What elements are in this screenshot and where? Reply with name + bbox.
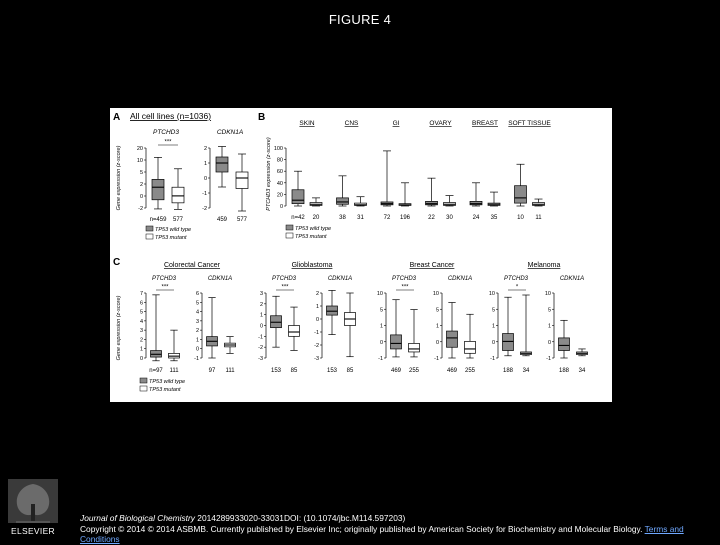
- panel-c-3-significance-label: *: [515, 284, 519, 291]
- panel-b-tick-label: 60: [276, 169, 283, 176]
- panel-a-legend-mutant-label: TP53 mutant: [155, 235, 187, 241]
- panel-c-cancer-title: Melanoma: [527, 262, 561, 269]
- panel-b-tissue-label: GI: [392, 120, 400, 127]
- panel-c-gene-label: CDKN1A: [447, 276, 473, 282]
- panel-c-0-1-tick-label: -1: [194, 356, 199, 362]
- panel-c-1-significance-label: ***: [281, 284, 289, 291]
- panel-c-n-label: 85: [346, 368, 354, 374]
- panel-c-2-1-box-1-box: [465, 341, 476, 353]
- panel-c-0-0-tick-label: 4: [139, 318, 143, 325]
- panel-c-n-label: 153: [326, 368, 338, 374]
- panel-c-n-label: n=97: [149, 368, 163, 374]
- panel-c-n-label: 85: [290, 368, 298, 374]
- panel-c-0-0-tick-label: 6: [139, 300, 143, 307]
- panel-c-2-1-tick-label: 1: [435, 323, 439, 330]
- panel-b-legend-wild-label: TP53 wild type: [295, 226, 332, 232]
- panel-a-cdkn1a-box-1-box: [236, 172, 248, 189]
- panel-c-n-label: 188: [502, 368, 514, 374]
- panel-c-1-1-tick-label: -3: [314, 356, 319, 362]
- panel-b-n-label: 20: [312, 215, 320, 221]
- panel-c-n-label: 188: [558, 368, 570, 374]
- panel-a-significance-label: ***: [164, 139, 172, 146]
- panel-a-cdkn1a-tick-label: -2: [202, 206, 207, 212]
- panel-a-cdkn1a-tick-label: -1: [202, 191, 207, 197]
- panel-c-0-1-tick-label: 4: [195, 309, 199, 316]
- panel-c-1-0-tick-label: -2: [258, 345, 263, 352]
- panel-c-2-0-box-1-box: [409, 343, 420, 352]
- panel-b-n-label: 22: [428, 215, 435, 221]
- panel-c-2-1-box-0-box: [447, 331, 458, 347]
- panel-b-cns-box-0-box: [337, 198, 349, 204]
- panel-a-ptchd3-tick-label: -2: [138, 206, 143, 212]
- panel-c-3-1-tick-label: -1: [546, 356, 551, 362]
- panel-a-ptchd3-box-1-box: [172, 187, 184, 203]
- panel-c-0-1-tick-label: 3: [195, 318, 199, 325]
- panel-c-cancer-title: Colorectal Cancer: [163, 262, 221, 269]
- panel-c-gene-label: CDKN1A: [207, 276, 233, 282]
- panel-b-tissue-label: OVARY: [429, 120, 452, 127]
- panel-c-gene-label: CDKN1A: [327, 276, 353, 282]
- panel-c-3-1-box-0-box: [559, 338, 570, 351]
- panel-c-3-0-tick-label: -1: [490, 356, 495, 362]
- panel-a-cdkn1a-tick-label: 0: [203, 176, 207, 182]
- copyright-text: Copyright © 2014 © 2014 ASBMB. Currently published by Elsevier Inc; originally published by American Society for Biochemistry and Molecular Biology.: [80, 523, 643, 534]
- panel-c-n-label: 111: [225, 368, 235, 374]
- panel-c-0-0-tick-label: 2: [139, 337, 143, 344]
- panel-c-legend-mutant-label: TP53 mutant: [149, 387, 181, 393]
- panel-c-1-1-tick-label: 0: [315, 317, 319, 323]
- figure-4-svg: [110, 108, 612, 402]
- panel-b-ylabel: PTCHD3 expression (z-score): [266, 137, 272, 211]
- panel-c-n-label: 255: [408, 368, 420, 374]
- panel-c-1-1-tick-label: 2: [315, 291, 319, 297]
- panel-c-n-label: 34: [522, 368, 530, 374]
- panel-c-0-0-tick-label: 5: [139, 309, 143, 316]
- panel-c-1-0-box-1-box: [289, 326, 300, 337]
- panel-c-gene-label: PTCHD3: [271, 276, 297, 282]
- panel-c-1-0-tick-label: -1: [258, 334, 263, 341]
- panel-c-letter: C: [113, 257, 121, 268]
- panel-b-tick-label: 20: [276, 192, 283, 199]
- panel-b-n-label: 30: [446, 215, 453, 221]
- panel-c-0-significance-label: ***: [161, 284, 169, 291]
- panel-b-tick-label: 40: [276, 180, 283, 187]
- page-title: FIGURE 4: [328, 12, 392, 27]
- panel-c-n-label: 97: [208, 368, 216, 374]
- panel-c-gene-label: PTCHD3: [151, 276, 177, 282]
- panel-c-1-1-tick-label: -1: [314, 330, 319, 336]
- panel-c-3-1-tick-label: 10: [544, 291, 551, 297]
- panel-b-n-label: 24: [472, 215, 480, 221]
- panel-c-2-1-tick-label: 5: [435, 307, 439, 314]
- panel-c-n-label: 153: [270, 368, 282, 374]
- panel-c-3-0-box-0-box: [503, 334, 514, 351]
- panel-c-1-0-tick-label: 1: [259, 312, 263, 319]
- terms-link[interactable]: Terms and Conditions: [80, 523, 684, 544]
- panel-c-2-0-tick-label: 1: [379, 323, 383, 330]
- panel-c-0-1-tick-label: 2: [195, 328, 199, 335]
- panel-c-gene-label: PTCHD3: [503, 276, 529, 282]
- panel-c-1-1-box-0-box: [327, 306, 338, 315]
- panel-c-2-1-tick-label: 0: [435, 339, 439, 346]
- panel-a-ptchd3-tick-label: 10: [136, 158, 143, 164]
- panel-c-legend-wild-swatch: [140, 378, 147, 383]
- panel-c-3-1-tick-label: 5: [547, 307, 551, 314]
- panel-b-tick-label: 80: [276, 157, 283, 164]
- panel-a-ptchd3-tick-label: 5: [139, 170, 143, 176]
- panel-c-0-0-tick-label: 1: [139, 346, 143, 353]
- panel-c-n-label: 111: [169, 368, 179, 374]
- panel-b-breast-box-0-box: [470, 201, 482, 204]
- panel-b-ovary-box-0-box: [426, 201, 438, 204]
- panel-b-tissue-label: SKIN: [299, 120, 315, 127]
- panel-c-gene-label: PTCHD3: [391, 276, 417, 282]
- panel-b-tissue-label: SOFT TISSUE: [508, 120, 551, 127]
- panel-c-2-0-box-0-box: [391, 335, 402, 349]
- panel-b-tissue-label: CNS: [344, 120, 359, 127]
- panel-b-n-label: 196: [399, 215, 411, 221]
- panel-a-legend-wild-label: TP53 wild type: [155, 227, 192, 233]
- panel-c-2-0-tick-label: -1: [378, 356, 383, 362]
- panel-c-gene-label: CDKN1A: [559, 276, 585, 282]
- panel-c-cancer-title: Breast Cancer: [409, 262, 455, 269]
- panel-b-letter: B: [258, 112, 266, 123]
- panel-b-legend-mutant-swatch: [286, 233, 293, 238]
- panel-c-2-0-tick-label: 10: [376, 291, 383, 297]
- panel-b-n-label: 38: [339, 215, 346, 221]
- panel-b-n-label: 35: [490, 215, 498, 221]
- panel-c-legend-wild-label: TP53 wild type: [149, 379, 186, 385]
- panel-b-tick-label: 0: [279, 204, 283, 210]
- panel-c-cancer-title: Glioblastoma: [291, 262, 333, 269]
- panel-a-n-label: 459: [216, 217, 228, 223]
- panel-b-tissue-label: BREAST: [471, 120, 499, 127]
- panel-b-legend-wild-swatch: [286, 225, 293, 230]
- panel-a-cdkn1a-box-0-box: [216, 157, 228, 172]
- panel-c-3-0-tick-label: 0: [491, 339, 495, 346]
- panel-a-cdkn1a-tick-label: 2: [203, 146, 207, 152]
- panel-b-n-label: 72: [383, 215, 391, 221]
- panel-b-legend-mutant-label: TP53 mutant: [295, 234, 327, 240]
- panel-b-n-label: 31: [357, 215, 364, 221]
- panel-a-ptchd3-tick-label: 2: [139, 182, 143, 188]
- panel-a-ylabel: Gene expression (z-score): [116, 145, 122, 211]
- panel-c-1-0-tick-label: 0: [259, 323, 263, 330]
- panel-b-n-label: 11: [535, 215, 542, 221]
- panel-a-ptchd3-box-0-box: [152, 179, 164, 199]
- panel-b-skin-box-0-box: [292, 190, 304, 204]
- elsevier-tree-icon: [4, 476, 62, 538]
- panel-c-0-1-tick-label: 0: [195, 346, 199, 353]
- panel-a-ptchd3-tick-label: 0: [139, 194, 143, 200]
- elsevier-logo-text: ELSEVIER: [11, 526, 55, 536]
- panel-a-gene-label: PTCHD3: [152, 129, 180, 136]
- panel-c-3-1-tick-label: 1: [547, 323, 551, 330]
- journal-name: Journal of Biological Chemistry: [80, 513, 195, 523]
- panel-c-1-0-tick-label: -3: [258, 356, 263, 362]
- panel-c-2-0-tick-label: 0: [379, 339, 383, 346]
- panel-c-1-1-tick-label: 1: [315, 304, 319, 310]
- panel-c-2-0-tick-label: 5: [379, 307, 383, 314]
- panel-c-3-1-tick-label: 0: [547, 339, 551, 346]
- panel-c-1-1-tick-label: -2: [314, 343, 319, 349]
- panel-c-0-0-tick-label: 7: [139, 291, 143, 297]
- panel-c-n-label: 34: [578, 368, 586, 374]
- panel-b-tick-label: 100: [273, 146, 283, 152]
- panel-a-n-label: 577: [172, 217, 184, 223]
- panel-c-ylabel: Gene expression (z-score): [116, 295, 122, 361]
- panel-c-n-label: 469: [390, 368, 402, 374]
- doi-reference: 2014289933020-33031DOI: (10.1074/jbc.M114.597203): [194, 513, 406, 523]
- figure-image: [110, 108, 612, 402]
- panel-b-soft-tissue-box-0-box: [515, 186, 527, 203]
- panel-c-0-1-tick-label: 5: [195, 300, 199, 307]
- panel-a-n-label: n=459: [149, 217, 167, 223]
- panel-b-n-label: 10: [517, 215, 524, 221]
- panel-a-ptchd3-tick-label: 20: [136, 146, 143, 152]
- panel-c-3-0-tick-label: 10: [488, 291, 495, 297]
- panel-c-2-significance-label: ***: [401, 284, 409, 291]
- panel-c-3-0-tick-label: 5: [491, 307, 495, 314]
- panel-a-legend-wild-swatch: [146, 226, 153, 231]
- panel-b-n-label: n=42: [291, 215, 305, 221]
- panel-c-3-0-tick-label: 1: [491, 323, 495, 330]
- panel-c-0-1-tick-label: 6: [195, 291, 199, 297]
- panel-c-n-label: 255: [464, 368, 476, 374]
- panel-a-letter: A: [113, 112, 121, 123]
- panel-a-legend-mutant-swatch: [146, 234, 153, 239]
- panel-c-2-1-tick-label: -1: [434, 356, 439, 362]
- panel-c-0-1-tick-label: 1: [195, 337, 199, 344]
- panel-c-n-label: 469: [446, 368, 458, 374]
- panel-c-1-0-tick-label: 3: [259, 291, 263, 297]
- panel-c-legend-mutant-swatch: [140, 386, 147, 391]
- panel-c-0-0-tick-label: 0: [139, 356, 143, 362]
- panel-a-title: All cell lines (n=1036): [130, 111, 212, 121]
- elsevier-logo: [4, 476, 62, 538]
- panel-a-n-label: 577: [236, 217, 248, 223]
- panel-c-1-0-tick-label: 2: [259, 301, 263, 308]
- panel-a-cdkn1a-tick-label: 1: [203, 161, 207, 167]
- panel-c-0-0-tick-label: 3: [139, 328, 143, 335]
- panel-c-2-1-tick-label: 10: [432, 291, 439, 297]
- panel-a-gene-label: CDKN1A: [216, 129, 244, 136]
